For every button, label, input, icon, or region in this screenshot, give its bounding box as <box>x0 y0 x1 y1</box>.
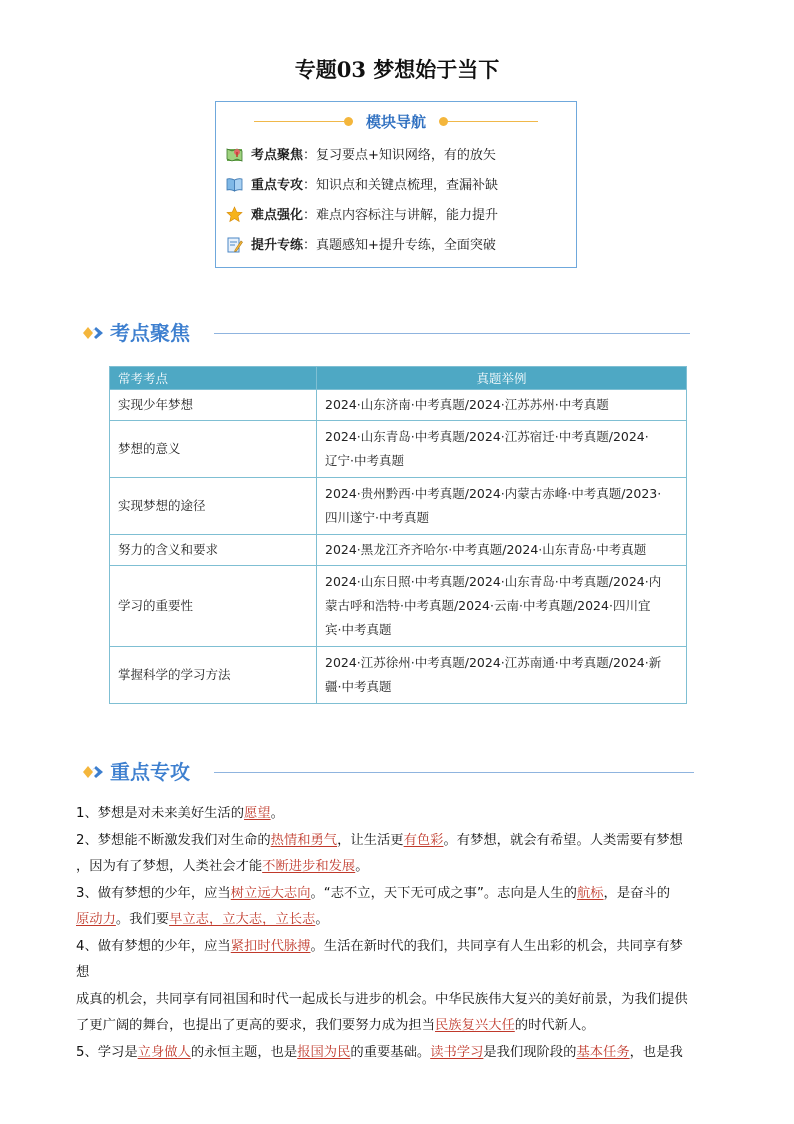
text-segment: 。我们要 <box>115 912 170 927</box>
text-segment: 。 <box>270 806 284 821</box>
page-title: 专题03 梦想始于当下 <box>294 57 500 82</box>
text-segment: 是我们现阶段的 <box>483 1044 577 1060</box>
table-row <box>110 535 687 566</box>
exam-example-line: 2024·江苏徐州·中考真题/2024·江苏南通·中考真题/2024·新 <box>325 655 662 670</box>
exam-example-line: 2024·山东青岛·中考真题/2024·江苏宿迁·中考真题/2024· <box>325 429 649 444</box>
nav-header-dot-left <box>344 117 353 126</box>
exam-example-line: 疆·中考真题 <box>325 679 392 694</box>
text-segment: 。有梦想，就会有希望。人类需要有梦想 <box>443 832 683 848</box>
paragraph-line <box>76 987 721 1013</box>
table-row <box>110 566 687 647</box>
exam-examples-cell <box>317 421 687 478</box>
book-icon <box>226 176 243 193</box>
paragraph-line <box>76 881 721 907</box>
map-icon <box>226 146 243 163</box>
table-header-row <box>110 367 687 390</box>
highlight-keyword: 基本任务 <box>576 1044 630 1060</box>
nav-header-dot-right <box>439 117 448 126</box>
text-segment: 。“志不立，天下无可成之事”。志向是人生的 <box>310 885 577 901</box>
exam-example-line: 2024·山东济南·中考真题/2024·江苏苏州·中考真题 <box>325 397 609 412</box>
highlight-keyword: 愿望 <box>244 806 271 821</box>
highlight-keyword: 立身做人 <box>137 1044 191 1060</box>
highlight-keyword: 热情和勇气 <box>270 832 338 848</box>
nav-item-zhongdian: 重点专攻：知识点和关键点梳理，查漏补缺 <box>226 175 498 197</box>
highlight-keyword: 树立远大志向 <box>230 885 311 901</box>
highlight-keyword: 读书学习 <box>430 1044 484 1060</box>
exam-point-cell: 努力的含义和要求 <box>110 535 317 566</box>
highlight-keyword: 早立志，立大志，立长志 <box>169 912 316 927</box>
text-segment: ，让生活更 <box>337 832 404 848</box>
exam-examples-cell <box>317 478 687 535</box>
edit-icon <box>226 236 243 253</box>
paragraph-line <box>76 934 721 960</box>
nav-header-line-left <box>254 121 344 122</box>
highlight-keyword: 不断进步和发展 <box>262 859 356 874</box>
section-title-zhongdian: 重点专攻 <box>110 760 190 784</box>
paragraph-line <box>76 907 721 933</box>
highlight-keyword: 民族复兴大任 <box>435 1018 515 1033</box>
paragraph-line <box>76 1040 721 1066</box>
exam-examples-cell <box>317 566 687 647</box>
module-nav-header <box>216 109 576 135</box>
text-segment: 。生活在新时代的我们，共同享有人生出彩的机会，共同享有梦 <box>310 938 683 954</box>
exam-point-cell: 实现梦想的途径 <box>110 478 317 535</box>
paragraph-line <box>76 801 721 827</box>
table-row <box>110 421 687 478</box>
exam-example-line: 2024·山东日照·中考真题/2024·山东青岛·中考真题/2024·内 <box>325 574 662 589</box>
exam-examples-cell <box>317 647 687 704</box>
highlight-keyword: 航标 <box>576 885 604 901</box>
text-segment: 1、梦想是对未来美好生活的 <box>76 806 245 821</box>
text-segment: 。 <box>355 859 369 874</box>
exam-point-cell: 学习的重要性 <box>110 566 317 647</box>
text-segment: 。 <box>315 912 329 927</box>
paragraph-line <box>76 854 721 880</box>
exam-example-line: 蒙古呼和浩特·中考真题/2024·云南·中考真题/2024·四川宜 <box>325 598 651 613</box>
section-rule <box>214 333 690 334</box>
module-nav-heading: 模块导航 <box>365 113 426 131</box>
section-rule <box>214 772 694 773</box>
exam-example-line: 2024·黑龙江齐齐哈尔·中考真题/2024·山东青岛·中考真题 <box>325 542 647 557</box>
section-title-kaodian: 考点聚焦 <box>110 321 190 345</box>
text-segment: 5、学习是 <box>76 1044 138 1060</box>
double-chevron-icon <box>82 324 104 342</box>
exam-example-line: 四川遂宁·中考真题 <box>325 510 429 525</box>
text-segment: 成真的机会，共同享有同祖国和时代一起成长与进步的机会。中华民族伟大复兴的美好前景，为我们提供 <box>76 991 688 1007</box>
exam-example-line: 辽宁·中考真题 <box>325 453 404 468</box>
paragraph-line <box>76 828 721 854</box>
table-row <box>110 478 687 535</box>
double-chevron-icon <box>82 763 104 781</box>
nav-item-nandian: 难点强化：难点内容标注与讲解，能力提升 <box>226 205 498 227</box>
highlight-keyword: 紧扣时代脉搏 <box>230 938 311 954</box>
nav-item-kaodian: 考点聚焦：复习要点+知识网络，有的放矢 <box>226 145 496 167</box>
exam-example-line: 2024·贵州黔西·中考真题/2024·内蒙古赤峰·中考真题/2023· <box>325 486 662 501</box>
text-segment: 的时代新人。 <box>514 1018 595 1033</box>
paragraph-line <box>76 1013 721 1039</box>
exam-example-line: 宾·中考真题 <box>325 622 392 637</box>
table-row <box>110 390 687 421</box>
text-segment: 3、做有梦想的少年，应当 <box>76 885 231 901</box>
exam-point-cell: 实现少年梦想 <box>110 390 317 421</box>
exam-examples-cell <box>317 390 687 421</box>
table-header-point: 常考考点 <box>110 367 317 390</box>
highlight-keyword: 报国为民 <box>297 1044 351 1060</box>
section-header-zhongdian <box>82 757 696 787</box>
exam-examples-cell <box>317 535 687 566</box>
star-icon <box>226 206 243 223</box>
text-segment: 的重要基础。 <box>350 1044 431 1060</box>
nav-header-line-right <box>448 121 538 122</box>
table-header-examples: 真题举例 <box>317 367 687 390</box>
highlight-keyword: 原动力 <box>76 912 116 927</box>
text-segment: ，也是我 <box>629 1044 683 1060</box>
nav-item-tisheng: 提升专练：真题感知+提升专练，全面突破 <box>226 235 496 257</box>
paragraph-line <box>76 960 721 986</box>
exam-points-table <box>109 366 687 704</box>
highlight-keyword: 有色彩 <box>403 832 444 848</box>
module-nav-box <box>215 101 577 268</box>
text-segment: 的永恒主题，也是 <box>190 1044 298 1060</box>
text-segment: 想 <box>76 965 90 980</box>
text-segment: 2、梦想能不断激发我们对生命的 <box>76 832 271 848</box>
text-segment: ，因为有了梦想，人类社会才能 <box>76 859 263 874</box>
text-segment: ，是奋斗的 <box>603 885 671 901</box>
table-row <box>110 647 687 704</box>
text-segment: 了更广阔的舞台，也提出了更高的要求，我们要努力成为担当 <box>76 1018 436 1033</box>
section-header-kaodian <box>82 318 692 348</box>
exam-point-cell: 梦想的意义 <box>110 421 317 478</box>
exam-point-cell: 掌握科学的学习方法 <box>110 647 317 704</box>
text-segment: 4、做有梦想的少年，应当 <box>76 938 231 954</box>
